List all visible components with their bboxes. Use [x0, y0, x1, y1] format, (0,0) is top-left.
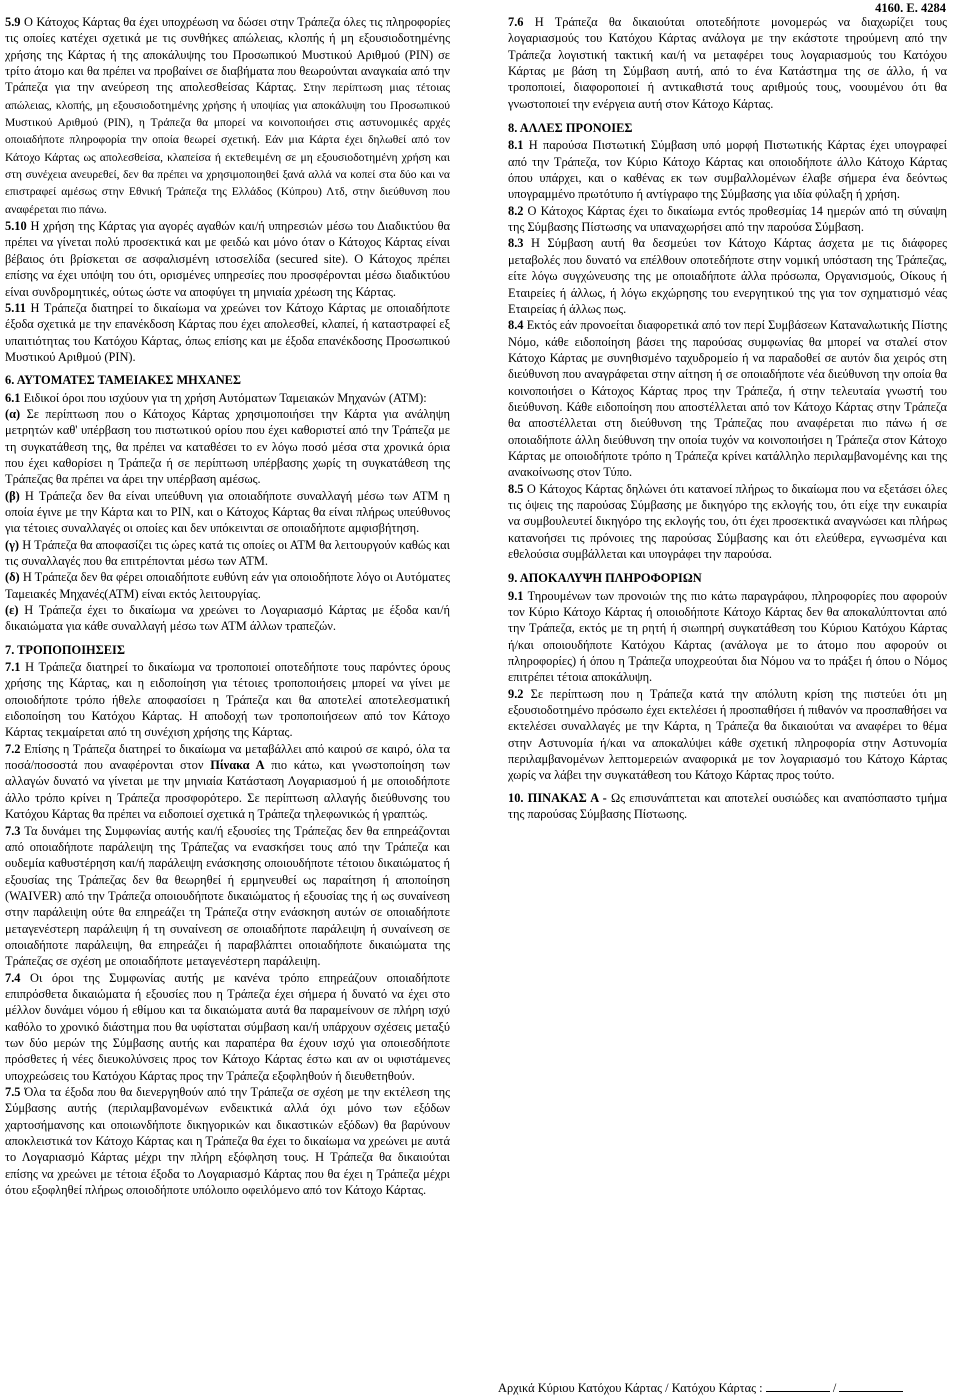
clause-text: Η παρούσα Πιστωτική Σύμβαση υπό μορφή Πιστωτικής Κάρτας έχει υπογραφεί από την Τράπεζα, τον Κύριο Κάτοχο Κάρτας και οποιοδήποτε άλλο Κάτοχο Κάρτας όπου υπάρχει, και ο καθένας εκ των συμβαλλομένων έλαβε σήμερα ένα δεόντως υπογραμμένο πρωτότυπο ή αντίγραφο της Σύμβασης για ιδία φύλαξη ή χρήση.: [508, 138, 947, 202]
clause-text-continued: Στην περίπτωση μιας τέτοιας απώλειας, κλοπής, μη εξουσιοδοτημένης χρήσης ή υποψίας για αποκάλυψη του Προσωπικού Μυστικού Αριθμού (PIN), η Τράπεζα θα μπορεί να κοινοποιήσει στις αστυνομικές αρχές οποιαδήποτε πληροφορία την οποία θεωρεί σχετική. Εάν μια Κάρτα έχει δηλωθεί από τον Κάτοχο Κάρτας ως απολεσθείσα, κλαπείσα ή εκτεθειμένη σε μη εξουσιοδοτημένη χρήση και στη συνέχεια ανευρεθεί, δεν θα πρέπει να χρησιμοποιηθεί ξανά αλλά να κοπεί στα δύο και να επιστραφεί αμέσως στην Εθνική Τράπεζα της Ελλάδος (Κύπρου) Λτδ, στην διεύθυνση που αναφέρεται πιο πάνω.: [5, 81, 450, 216]
clause-number: 7.2: [5, 741, 21, 756]
clause-text: Η Τράπεζα διατηρεί το δικαίωμα να τροποποιεί οποτεδήποτε τους παρόντες όρους χρήσης της Κάρτας, και η ειδοποίηση για τέτοιες τροποποιήσεις μπορεί να γίνει με οποιοδήποτε τρόπο ήθελε αποφασίσει η Τράπεζα και θα αποτελεί αποτελεσματική ειδοποίηση του Κατόχου Κάρτας. Η αποδοχή των τροποποιήσεων από τον Κάτοχο Κάρτας τεκμαίρεται από τη συνέχιση χρήσης της Κάρτας.: [5, 660, 450, 740]
clause-number: 8.4: [508, 318, 524, 333]
clause-text: Τηρουμένων των προνοιών της πιο κάτω παραγράφου, πληροφορίες που αφορούν τον Κύριο Κάτοχο Κάρτας ή οποιοδήποτε Κάτοχο Κάρτας δεν θα αποκαλύπτονται από την Τράπεζα, εκτός με τη ρητή ή σιωπηρή συγκατάθεση του Κύριου Κατόχου Κάρτας ή/και οποιουδήποτε Κατόχου Κάρτας (ανάλογα με το άτομο που αφορούν οι πληροφορίες) ή όπου η Τράπεζα υποχρεούται δια Νόμου να το πράξει ή όπου ο Νόμος επιτρέπει τέτοια αποκάλυψη.: [508, 588, 947, 685]
clause-number: 7.4: [5, 970, 21, 985]
clause-text: Επίσης η Τράπεζα διατηρεί το δικαίωμα να μεταβάλλει από καιρού σε καιρό, όλα τα ποσά/ποσοστά που αναφέρονται στον: [5, 741, 450, 773]
initials-label: Αρχικά Κύριου Κατόχου Κάρτας / Κατόχου Κάρτας :: [498, 1381, 763, 1395]
clause-7-5: [5, 1084, 450, 1198]
clause-5-9: [5, 14, 450, 218]
table-reference: Πίνακα Α: [210, 758, 265, 773]
clause-text: Η Τράπεζα θα δικαιούται οποτεδήποτε μονομερώς να διαχωρίζει τους λογαριασμούς του Κατόχου Κάρτας ανάλογα με την εκάστοτε τηρούμενη από την Τράπεζα λογιστική τακτική και/ή να μεταφέρει τους λογαριασμούς του Κατόχου Κάρτας με βάση τη Σύμβαση αυτή, από το ένα Κατάστημα της σε άλλο, ή να τροποποιεί, διαφοροποιεί ή αντικαθιστά τους αριθμούς τους, νοουμένου ότι θα γνωστοποιεί την ενέργεια αυτή στον Κάτοχο Κάρτας.: [508, 15, 947, 111]
clause-number: 6.1: [5, 390, 21, 405]
clause-number: 7.3: [5, 823, 21, 838]
clause-number: 5.11: [5, 300, 26, 315]
item-gamma: [5, 537, 450, 570]
clause-7-2: [5, 741, 450, 823]
item-text: Η Τράπεζα θα αποφασίζει τις ώρες κατά τις οποίες οι ΑΤΜ θα λειτουργούν καθώς και τις συναλλαγές που θα επιτρέπονται μέσω των ΑΤΜ.: [5, 537, 450, 568]
clause-number: 10. ΠΙΝΑΚΑΣ Α -: [508, 790, 607, 805]
clause-number: 8.2: [508, 203, 524, 218]
item-label: (β): [5, 488, 20, 503]
clause-number: 5.10: [5, 219, 27, 234]
item-label: (γ): [5, 537, 20, 552]
clause-8-5: [508, 481, 947, 563]
clause-number: 8.5: [508, 481, 524, 496]
clause-text: Ο Κάτοχος Κάρτας έχει το δικαίωμα εντός προθεσμίας 14 ημερών από τη σύναψη της Σύμβασης Πίστωσης να υπαναχωρήσει από την παρούσα Σύμβαση.: [508, 203, 947, 235]
clause-number: 5.9: [5, 15, 21, 29]
clause-9-2: [508, 686, 947, 784]
item-delta: [5, 569, 450, 602]
clause-6-1: [5, 390, 450, 406]
clause-7-4: [5, 970, 450, 1084]
clause-text-continued: πιο κάτω, και γνωστοποίηση των αλλαγών δυνατό να γίνεται με την μηνιαία Κατάσταση Λογαριασμού ή με οποιοδήποτε άλλο τρόπο κρίνει η Τράπεζα προσφορότερο. Σε περίπτωση αλλαγής διεύθυνσης του Κατόχου Κάρτας θα πρέπει να ειδοποιεί σχετικά η Τράπεζα τηλεφωνικώς ή γραπτώς.: [5, 758, 450, 822]
section-heading-7: 7. ΤΡΟΠΟΠΟΙΗΣΕΙΣ: [5, 642, 125, 657]
clause-number: 7.5: [5, 1085, 21, 1099]
item-beta: [5, 488, 450, 537]
item-text: Η Τράπεζα δεν θα φέρει οποιαδήποτε ευθύνη εάν για οποιοδήποτε λόγο οι Αυτόματες Ταμειακές Μηχανές(ΑΤΜ) είναι εκτός λειτουργίας.: [5, 570, 450, 601]
item-label: (δ): [5, 570, 20, 585]
item-label: (α): [5, 406, 21, 421]
left-column: [5, 14, 450, 1198]
clause-text: Τα δυνάμει της Συμφωνίας αυτής και/ή εξουσίες της Τράπεζας δεν θα επηρεάζονται από οποιαδήποτε παράλειψη της Τράπεζας να ενασκήσει τους από την Τράπεζα και ουδεμία καθυστέρηση και/ή παράλειψη ενάσκησης οποιουδήποτε τέτοιου δικαιώματος ή εξουσίας της Τράπεζας δεν θα θεωρηθεί ή ερμηνευθεί ως παραίτηση ή αποποίηση (WAIVER) από την Τράπεζα οποιουδήποτε δικαιώματος ή εξουσίας της ή ως συναίνεση στην παράλειψη ούτε θα επηρεάζει τη Τράπεζα στην ενάσκηση αυτών σε οποιαδήποτε μεταγενέστερη παράλειψη ή τη συναίνεση σε οποιαδήποτε παράλειψη ή συναίνεση σε οποιαδήποτε παράλειψη, θα επηρεάζει ή παραβλάπτει οποιαδήποτε δικαιώματα της Τράπεζας σε σχέση με οποιαδήποτε μεταγενέστερη παράλειψη.: [5, 823, 450, 969]
clause-5-11: [5, 300, 450, 365]
item-label: (ε): [5, 603, 19, 618]
clause-8-4: [508, 317, 947, 480]
section-heading-6: 6. ΑΥΤΟΜΑΤΕΣ ΤΑΜΕΙΑΚΕΣ ΜΗΧΑΝΕΣ: [5, 373, 242, 388]
clause-number: 9.1: [508, 588, 524, 603]
initials-blank-primary: [766, 1379, 830, 1392]
clause-text: Όλα τα έξοδα που θα διενεργηθούν από την Τράπεζα σε σχέση με την εκτέλεση της Σύμβασης αυτής (περιλαμβανομένων ενδεικτικά αλλά όχι μόνο των εξόδων χαρτοσήμανσης και οποιωνδήποτε δικηγορικών και δικαστικών εξόδων) θα βαρύνουν αποκλειστικά τον Κάτοχο Κάρτας και η Τράπεζα θα έχει το δικαίωμα να χρεώνει με αυτά το Λογαριασμό Κάρτας μέχρι την πλήρη εξόφληση τους. Η Τράπεζα θα δικαιούται επίσης να χρεώνει με τέτοια έξοδα το Λογαριασμό Κάρτας που θα έχει η Τράπεζα μέχρι ότου εξοφληθεί πλήρως οποιοδήποτε υπόλοιπο οφειλόμενο από τον Κάτοχο Κάρτας.: [5, 1085, 450, 1198]
clause-text: Ο Κάτοχος Κάρτας δηλώνει ότι κατανοεί πλήρως το δικαίωμα που να εξετάσει όλες τις όψεις της παρούσας Σύμβασης με δικηγόρο της εκλογής του, ότι είχε την ευκαιρία να συμβουλευτεί δικηγόρο της εκλογής του, ότι έχει προσεκτικά αναγνώσει και πλήρως κατανοήσει τις πρόνοιες της παρούσας Σύμβασης και ότι ελεύθερα, εγνωσμένα και εθελούσια συμβάλλεται και υπογράφει την παρούσα.: [508, 481, 947, 561]
clause-text: Ο Κάτοχος Κάρτας θα έχει υποχρέωση να δώσει στην Τράπεζα όλες τις πληροφορίες τις οποίες κατέχει σχετικά με τις συνθήκες απώλειας, κλοπής ή μη εξουσιοδοτημένης χρήσης της Κάρτας ή της αποκάλυψης του Προσωπικού Μυστικού Αριθμού (PIN) σε τρίτο άτομο και θα πρέπει να προβαίνει σε διαβήματα που θεωρούνται αναγκαία από την Τράπεζα για την ανεύρεση της απολεσθείσας Κάρτας.: [5, 15, 450, 95]
initials-line: [498, 1379, 948, 1396]
clause-text: Ειδικοί όροι που ισχύουν για τη χρήση Αυτόματων Ταμειακών Μηχανών (ΑΤΜ):: [20, 390, 427, 405]
item-text: Σε περίπτωση που ο Κάτοχος Κάρτας χρησιμοποιήσει την Κάρτα για ανάληψη μετρητών καθ' υπέρβαση του πιστωτικού ορίου που έχει καθοριστεί από την Τράπεζα με τη συγκατάθεση της, θα πρέπει να καταθέσει το εν λόγω ποσό μέσα στα χρονικά όρια που έχει καθορίσει η Τράπεζα ή σε περίπτωση υπέρβασης χωρίς τη συγκατάθεση της Τράπεζας θα πρέπει να άρει την υπέρβαση αμέσως.: [5, 406, 450, 487]
clause-number: 8.1: [508, 138, 524, 153]
item-alpha: [5, 406, 450, 488]
clause-number: 7.1: [5, 660, 21, 675]
clause-number: 9.2: [508, 686, 524, 701]
clause-8-2: [508, 203, 947, 236]
clause-8-1: [508, 137, 947, 202]
initials-separator: /: [832, 1381, 837, 1395]
initials-blank-secondary: [839, 1379, 903, 1392]
clause-text: Η Τράπεζα διατηρεί το δικαίωμα να χρεώνει τον Κάτοχο Κάρτας με οποιαδήποτε έξοδα σχετικά με την επανέκδοση Κάρτας που έχει απολεσθεί, κλαπεί, ή καταστραφεί εξ υπαιτιότητας του Κατόχου Κάρτας, όπως επίσης και με έξοδα επανέκδοσης Προσωπικού Μυστικού Αριθμού (PIN).: [5, 300, 450, 364]
clause-7-3: [5, 823, 450, 970]
clause-7-1: [5, 659, 450, 741]
clause-5-10: [5, 218, 450, 300]
page-code: 4160. Ε. 4284: [875, 1, 946, 15]
clause-10: [508, 790, 947, 823]
clause-9-1: [508, 588, 947, 686]
clause-7-6: [508, 14, 947, 112]
clause-text: Εκτός εάν προνοείται διαφορετικά από τον περί Συμβάσεων Καταναλωτικής Πίστης Νόμο, κάθε ειδοποίηση βάσει της παρούσας συμφωνίας θα μπορεί να σταλεί στον Κάτοχο Κάρτας με συνηθισμένο ταχυδρομείο ή να παραδοθεί σε αυτόν δια χειρός στη διεύθυνση που αναγράφεται στην αίτηση ή σε οποιαδήποτε νέα διεύθυνση την οποία θα κοινοποιήσει ο Κάτοχος Κάρτας προς την Τράπεζα, ή στην τελευταία γνωστή του διεύθυνση. Κάθε ειδοποίηση που αποστέλλεται από τον Κάτοχο Κάρτας στην Τράπεζα θα αποστέλλεται στη διεύθυνση της Τράπεζας που αναφέρεται πιο πάνω ή σε οποιαδήποτε άλλη διεύθυνση την οποία τυχόν να κοινοποιήσει η Τράπεζα στον Κάτοχο Κάρτας με οποιοδήποτε τρόπο η Τράπεζα κρίνει κατάλληλο περιλαμβανομένης και της ανακοίνωσης στον Τύπο.: [508, 318, 947, 480]
section-heading-9: 9. ΑΠΟΚΑΛΥΨΗ ΠΛΗΡΟΦΟΡΙΩΝ: [508, 571, 702, 586]
right-column: [508, 14, 947, 823]
section-heading-8: 8. ΑΛΛΕΣ ΠΡΟΝΟΙΕΣ: [508, 121, 633, 136]
item-text: Η Τράπεζα έχει το δικαίωμα να χρεώνει το Λογαριασμό Κάρτας με έξοδα και/ή δικαιώματα για κάθε συναλλαγή μέσω των ΑΤΜ άλλων τραπεζών.: [5, 603, 450, 634]
clause-number: 8.3: [508, 236, 524, 251]
clause-number: 7.6: [508, 15, 524, 29]
clause-8-3: [508, 235, 947, 317]
clause-text: Η χρήση της Κάρτας για αγορές αγαθών και/ή υπηρεσιών μέσω του Διαδικτύου θα πρέπει να γίνεται πολύ προσεκτικά και με φειδώ και μόνο όταν ο Κάτοχος Κάρτας είναι βέβαιος ότι βρίσκεται σε ασφαλισμένη ιστοσελίδα (secured site). Ο Κάτοχος πρέπει επίσης να έχει υπόψη του ότι, ορισμένες υπηρεσίες που προσφέρονται μέσω διαδικτύου είναι συνδρομητικές, ούτως ώστε να αποφύγει τη μηνιαία χρέωση της Κάρτας.: [5, 219, 450, 299]
item-epsilon: [5, 602, 450, 635]
clause-text: Σε περίπτωση που η Τράπεζα κατά την απόλυτη κρίση της πιστεύει ότι μη εξουσιοδοτημένο πρόσωπο έχει εκτελέσει ή προσπαθήσει ή πιθανόν να προσπαθήσει να εκτελέσει συναλλαγές με την Κάρτα, η Τράπεζα θα δικαιούται να αναφέρει το θέμα στην Αστυνομία ή/και να αποκαλύψει κάθε σχετική πληροφορία στην Αστυνομία περιλαμβανομένων λεπτομερειών αναφορικά με τον λογαριασμό του Κάτοχο Κάρτας χωρίς να λάβει την συγκατάθεση του Κάτοχο Κάρτας προς τούτο.: [508, 686, 947, 783]
clause-text: Οι όροι της Συμφωνίας αυτής με κανένα τρόπο επηρεάζουν οποιαδήποτε επιπρόσθετα δικαιώματα ή εξουσίες που η Τράπεζα έχει σήμερα ή δυνατό να έχει στο μέλλον δυνάμει νόμου ή εθίμου και τα δικαιώματα αυτά θα παραμείνουν σε πλήρη ισχύ καθόλο το χρονικό διάστημα που θα υφίσταται σύμβαση και/ή υπάρχουν σχέσεις μεταξύ των δύο μερών της Σύμβασης αυτής και παραπέρα θα έχουν ισχύ για οποιεσδήποτε πρόσθετες ή νέες διευκολύνσεις προς τον Κάτοχο Κάρτας έστω και αν οι υφιστάμενες υποχρεώσεις του Κατόχου Κάρτας προς την Τράπεζα εξοφληθούν ή διευθετηθούν.: [5, 970, 450, 1083]
clause-text: Η Σύμβαση αυτή θα δεσμεύει τον Κάτοχο Κάρτας άσχετα με τις διάφορες μεταβολές που δυνατό να επέλθουν οποτεδήποτε στην νομική υπόσταση της Τράπεζας, είτε λόγω συγχώνευσης της με οποιαδήποτε άλλα πρόσωπα, Οργανισμούς, Οίκους ή Εταιρείες ή άλλως, ή λόγω εκχώρησης του ενεργητικού της για τον σχηματισμό νέας Εταιρείας ή άλλως πως.: [508, 236, 947, 316]
clause-text: Ως επισυνάπτεται και αποτελεί ουσιώδες και αναπόσπαστο τμήμα της παρούσας Σύμβασης Πίστωσης.: [508, 790, 947, 822]
item-text: Η Τράπεζα δεν θα είναι υπεύθυνη για οποιαδήποτε συναλλαγή μέσω των ΑΤΜ η οποία έγινε με την Κάρτα και το PIN, και ο Κάτοχος Κάρτας θα είναι πλήρως υπεύθυνος για τέτοιες συναλλαγές οι οποίες και δεν υπόκεινται σε οποιαδήποτε αμφισβήτηση.: [5, 488, 450, 536]
